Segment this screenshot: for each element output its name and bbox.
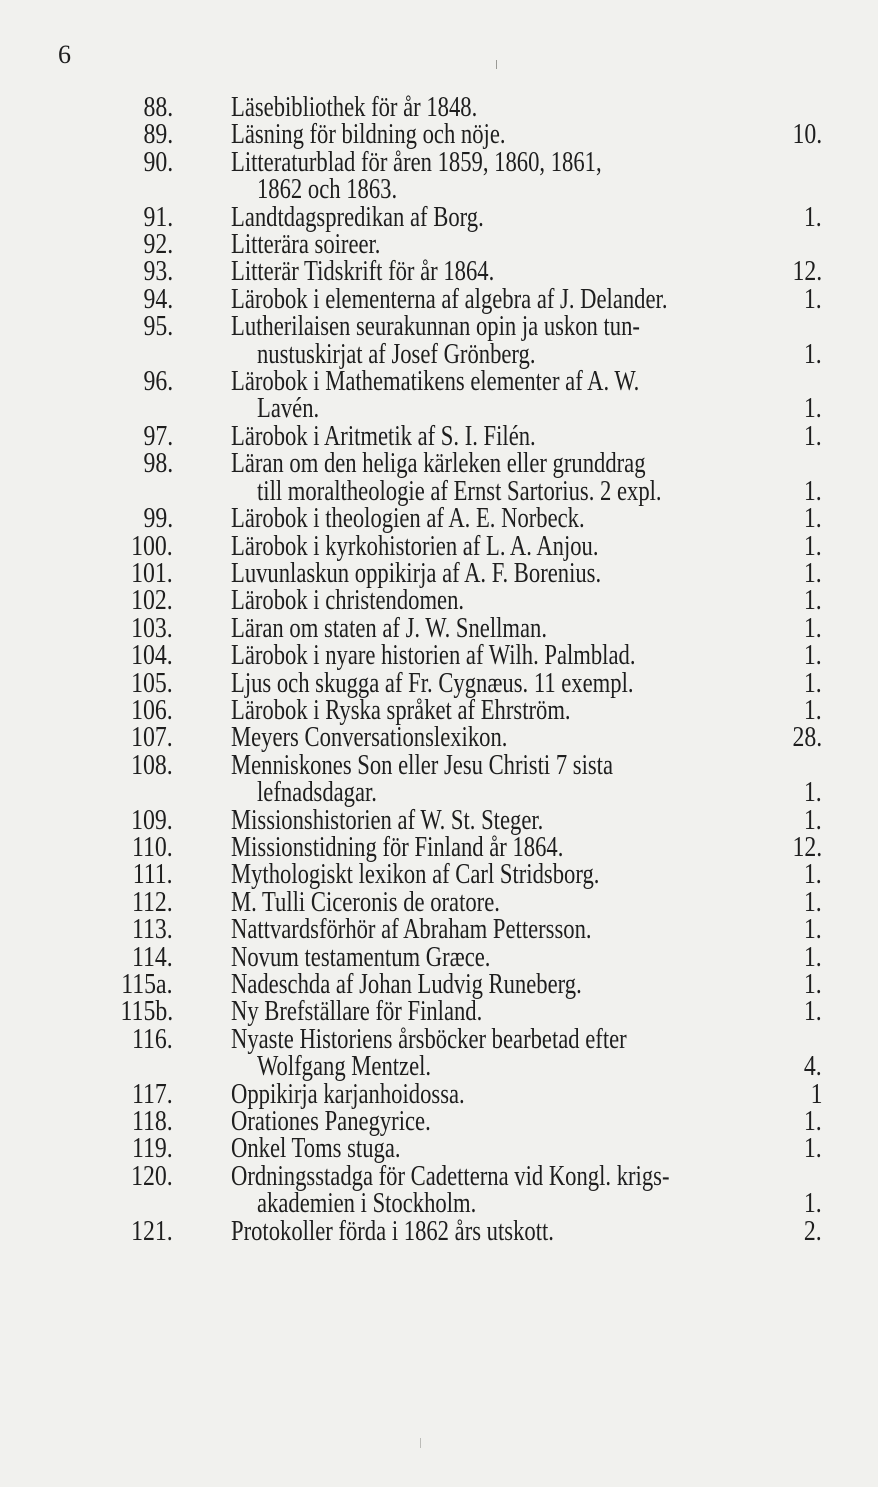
entry-title: Lärobok i Aritmetik af S. I. Filén. [231,419,536,452]
entry-title: Lärobok i Mathematikens elementer af A. W. [231,365,640,398]
entry-number: 95. [143,310,173,343]
catalog-entry [0,419,878,452]
catalog-entry [0,118,878,151]
entry-title: Meyers Conversationslexikon. [231,721,508,754]
entry-title: Missionstidning för Finland år 1864. [231,830,564,863]
entry-title-continued: Wolfgang Mentzel. [257,1050,432,1083]
entry-number: 114. [132,940,173,973]
catalog-entry [0,1159,878,1220]
entry-count: 12. [792,830,822,863]
catalog-entry [0,310,878,370]
catalog-entry [0,91,878,123]
entry-number: 113. [132,913,173,946]
catalog-entry [0,584,878,617]
entry-count: 1. [804,337,822,370]
entry-number: 118. [132,1105,173,1138]
entry-title: Lärobok i Ryska språket af Ehrström. [231,693,571,726]
entry-count: 1. [804,419,822,452]
entry-count: 1. [804,693,822,726]
entry-count: 1. [804,885,822,918]
entry-number: 90. [143,145,173,178]
entry-number: 121. [131,1214,173,1247]
entry-number: 107. [131,721,173,754]
entry-count: 1. [804,200,822,233]
entry-number: 109. [131,803,173,836]
entry-title: Litterär Tidskrift för år 1864. [231,255,495,288]
catalog-entry [0,447,878,507]
entry-count: 1. [804,1187,822,1220]
entry-count: 1. [804,611,822,644]
catalog-entry [0,282,878,315]
entry-title-continued: 1862 och 1863. [257,173,398,206]
entry-number: 102. [131,584,173,617]
entry-title: Novum testamentum Græce. [231,940,491,973]
entry-title: Lärobok i christendomen. [231,584,465,617]
entry-count: 1. [804,858,822,891]
scan-mark [496,60,497,69]
entry-title: Läsebibliothek för år 1848. [231,91,478,123]
entry-title: Lärobok i kyrkohistorien af L. A. Anjou. [231,529,599,562]
entry-title: Ljus och skugga af Fr. Cygnæus. 11 exempl. [231,666,634,699]
entry-title: Läran om den heliga kärleken eller grunddrag [231,447,646,480]
entry-title: Landtdagspredikan af Borg. [231,200,484,233]
catalog-entry [0,830,878,863]
entry-count: 1. [804,1105,822,1138]
entry-title: Nattvardsförhör af Abraham Pettersson. [231,913,592,946]
catalog-entry [0,1214,878,1247]
entry-title: Ordningsstadga för Cadetterna vid Kongl. krigs- [231,1159,670,1192]
entry-title-continued: akademien i Stockholm. [257,1187,477,1220]
entry-number: 94. [143,282,173,315]
entry-number: 111. [133,858,173,891]
entry-count: 1. [804,474,822,507]
catalog-entry [0,502,878,535]
entry-number: 89. [143,118,173,151]
entry-count: 1. [804,392,822,425]
entry-title: Lutherilaisen seurakunnan opin ja uskon tun- [231,310,640,343]
entry-count: 1. [804,968,822,1000]
catalog-entry [0,1022,878,1083]
entry-number: 97. [143,419,173,452]
entry-title: Lärobok i theologien af A. E. Norbeck. [231,502,585,535]
catalog-entry [0,913,878,946]
entry-number: 110. [132,830,173,863]
entry-title: Läsning för bildning och nöje. [231,118,506,151]
entry-title: Orationes Panegyrice. [231,1105,431,1138]
catalog-entry [0,228,878,261]
entry-number: 106. [131,693,173,726]
entry-count: 1. [804,995,822,1028]
catalog-entry [0,968,878,1000]
catalog-entry [0,556,878,589]
entry-title: Missionshistorien af W. St. Steger. [231,803,544,836]
entry-count: 1. [804,776,822,809]
entry-title: Mythologiskt lexikon af Carl Stridsborg. [231,858,600,891]
entry-title: Nyaste Historiens årsböcker bearbetad efter [231,1022,627,1055]
entry-count: 1. [804,940,822,973]
entry-title-continued: Lavén. [257,392,320,425]
entry-title: Lärobok i nyare historien af Wilh. Palmblad. [231,639,636,672]
catalog-entry [0,145,878,206]
entry-number: 98. [143,447,173,480]
entry-count: 1. [804,666,822,699]
catalog-entry [0,995,878,1028]
entry-number: 93. [143,255,173,288]
entry-count: 12. [792,255,822,288]
catalog-entry [0,639,878,672]
catalog-entry [0,255,878,288]
entry-number: 88. [143,91,173,123]
entry-title-continued: lefnadsdagar. [257,776,377,809]
scan-mark [420,1438,421,1448]
entry-number: 99. [143,502,173,535]
entry-count: 2. [804,1214,822,1247]
entry-number: 100. [131,529,173,562]
catalog-list [0,91,878,1247]
entry-title: M. Tulli Ciceronis de oratore. [231,885,500,918]
catalog-entry [0,666,878,699]
entry-number: 115a. [121,968,173,1000]
entry-count: 1. [804,282,822,315]
catalog-entry [0,200,878,233]
entry-count: 10. [792,118,822,151]
entry-number: 108. [131,748,173,781]
catalog-entry [0,858,878,891]
entry-title: Onkel Toms stuga. [231,1132,401,1165]
entry-count: 1. [804,913,822,946]
entry-title: Protokoller förda i 1862 års utskott. [231,1214,554,1247]
entry-number: 104. [131,639,173,672]
entry-number: 91. [143,200,173,233]
entry-title-continued: till moraltheologie af Ernst Sartorius. 2 expl. [257,474,662,507]
entry-title: Litteraturblad för åren 1859, 1860, 1861, [231,145,602,178]
entry-title: Nadeschda af Johan Ludvig Runeberg. [231,968,582,1000]
catalog-entry [0,721,878,754]
entry-title: Luvunlaskun oppikirja af A. F. Borenius. [231,556,602,589]
entry-count: 1. [804,584,822,617]
entry-count: 1. [804,803,822,836]
catalog-entry [0,693,878,726]
entry-count: 1. [804,1132,822,1165]
catalog-entry [0,611,878,644]
entry-count: 1 [810,1077,822,1110]
entry-number: 115b. [120,995,173,1028]
catalog-entry [0,529,878,562]
entry-count: 4. [804,1050,822,1083]
entry-title: Litterära soireer. [231,228,381,261]
entry-count: 1. [804,502,822,535]
page-number: 6 [58,40,71,69]
entry-count: 1. [804,639,822,672]
entry-title-continued: nustuskirjat af Josef Grönberg. [257,337,536,370]
entry-number: 117. [132,1077,173,1110]
entry-count: 1. [804,529,822,562]
entry-number: 120. [131,1159,173,1192]
catalog-entry [0,940,878,973]
entry-title: Menniskones Son eller Jesu Christi 7 sista [231,748,614,781]
catalog-entry [0,1105,878,1138]
entry-number: 92. [143,228,173,261]
entry-number: 112. [132,885,173,918]
entry-title: Läran om staten af J. W. Snellman. [231,611,547,644]
entry-number: 119. [132,1132,173,1165]
entry-count: 1. [804,556,822,589]
catalog-entry [0,1132,878,1165]
catalog-entry [0,803,878,836]
entry-title: Oppikirja karjanhoidossa. [231,1077,465,1110]
catalog-entry [0,365,878,425]
entry-count: 28. [792,721,822,754]
entry-number: 105. [131,666,173,699]
entry-number: 96. [143,365,173,398]
entry-number: 101. [131,556,173,589]
catalog-entry [0,748,878,809]
entry-number: 103. [131,611,173,644]
entry-number: 116. [132,1022,173,1055]
entry-title: Lärobok i elementerna af algebra af J. Delander. [231,282,668,315]
entry-title: Ny Brefställare för Finland. [231,995,483,1028]
catalog-entry [0,1077,878,1110]
catalog-entry [0,885,878,918]
